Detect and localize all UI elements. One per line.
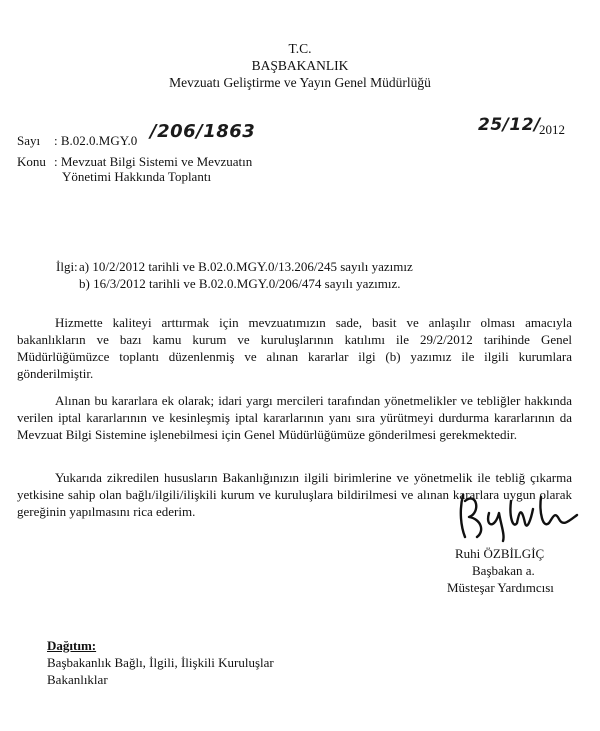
sayi-label: Sayı (17, 133, 41, 148)
ilgi-label: İlgi: (56, 259, 78, 274)
sayi-value: : B.02.0.MGY.0 (54, 133, 138, 148)
header-ministry: BAŞBAKANLIK (251, 58, 349, 73)
distribution-line-2: Bakanlıklar (47, 672, 108, 687)
konu-label: Konu (17, 154, 46, 169)
header-tc: T.C. (288, 41, 312, 56)
sayi-handwritten: /206/1863 (150, 121, 256, 142)
ilgi-b: b) 16/3/2012 tarihli ve B.02.0.MGY.0/206/474 sayılı yazımız. (79, 276, 401, 291)
body-paragraph-2: Alınan bu kararlara ek olarak; idari yargı mercileri tarafından yönetmelikler ve tebliğler hakkında verilen iptal kararlarının ve kesinleşmiş iptal kararlarının yanı sıra yürütmeyi durdurma kararlarının da Mevzuat Bilgi Sistemine işlenebilmesi için Genel Müdürlüğümüze gönderilmesi gerekmektedir. (17, 393, 572, 442)
ilgi-a: a) 10/2/2012 tarihli ve B.02.0.MGY.0/13.206/245 sayılı yazımız (79, 259, 413, 274)
handwritten-signature (455, 483, 585, 543)
distribution-heading: Dağıtım: (47, 638, 97, 653)
konu-line1: : Mevzuat Bilgi Sistemi ve Mevzuatın (54, 154, 253, 169)
konu-line2: Yönetimi Hakkında Toplantı (62, 169, 212, 184)
signatory-name: Ruhi ÖZBİLGİÇ (455, 546, 545, 561)
date-handwritten: 25/12/ (478, 115, 541, 135)
body-paragraph-1: Hizmette kaliteyi arttırmak için mevzuatımızın sade, basit ve anlaşılır olması amacıyla bakanlıkların ve bazı kamu kurum ve kuruluşlarının katılımı ile 29/2/2012 tarihinde Genel Müdürlüğümüzce toplantı düzenlenmiş ve alınan kararlar ilgi (b) yazımız ile ilgili kurumlara gönderilmiştir. (17, 315, 572, 381)
signatory-title-2: Müsteşar Yardımcısı (447, 580, 554, 595)
distribution-line-1: Başbakanlık Bağlı, İlgili, İlişkili Kuruluşlar (47, 655, 274, 670)
body-paragraph-3: Yukarıda zikredilen hususların Bakanlığınızın ilgili birimlerine ve yönetmelik ile tebliğ çıkarma yetkisine sahip olan bağlı/ilgili/ilişkili kurum ve kuruluşlara bildirilmesi ve alınan kararlara uygun olarak gereğinin yapılmasını rica ederim. (17, 470, 572, 519)
date-year: 2012 (539, 122, 565, 137)
signatory-title-1: Başbakan a. (472, 563, 535, 578)
header-directorate: Mevzuatı Geliştirme ve Yayın Genel Müdürlüğü (169, 75, 431, 90)
